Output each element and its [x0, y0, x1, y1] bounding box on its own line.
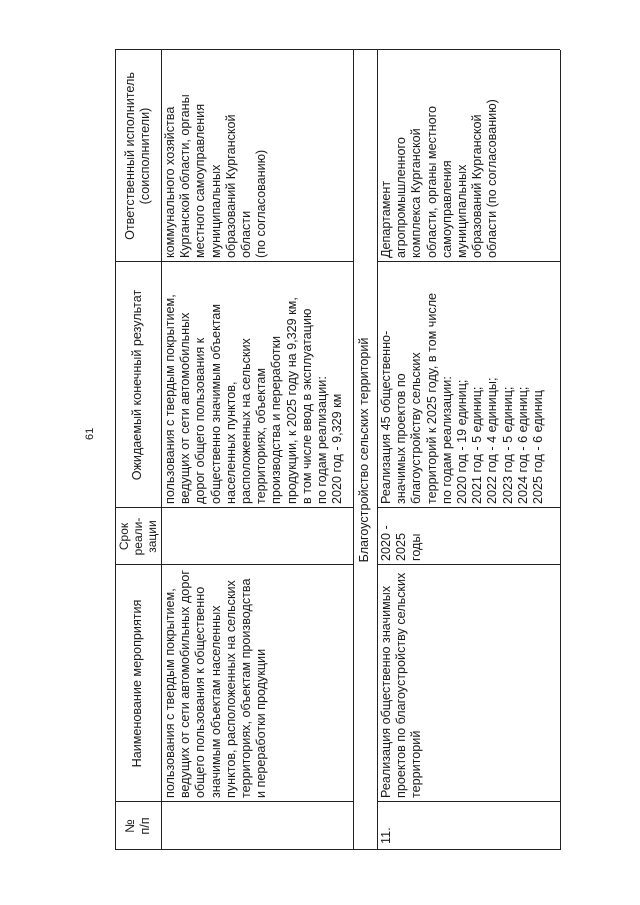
page-number: 61 [84, 427, 96, 440]
continuation-name: пользования с твердым покрытием, ведущих от сети автомобильных дорог общего пользования к общественно значимым объектам населенных пунктов, расположенных на сельских территориях, объектам производства и переработки продукции [163, 570, 269, 798]
row-11-result: Реализация 45 общественно- значимых проектов по благоустройству сельских территорий к 2025 году, в том числе по годам реализации: 2020 год - 19 единиц; 2021 год - 5 единиц; 2022 год - 4 единицы; 2023 год - 5 единиц; 2024 год - 6 единиц; 2025 год - 6 единиц [379, 292, 546, 504]
header-num: № п/п [122, 817, 152, 835]
program-table [115, 50, 615, 850]
row-11-term: 2020 - 2025 годы [379, 525, 424, 561]
row-11-executor: Департамент агропромышленного комплекса Курганской области, органы местного самоуправления муниципальных образований Курганской области (по согласованию) [379, 99, 500, 258]
header-executor: Ответственный исполнитель (соисполнители) [122, 72, 152, 240]
row-11-num: 11. [379, 827, 393, 844]
continuation-result: пользования с твердым покрытием, ведущих от сети автомобильных дорог общего пользования к общественно значимым объектам населенных пунктов, расположенных на сельских территориях, объектам производства и переработки продукции, к 2025 году на 9,329 км, в том числе ввод в эксплуатацию по годам реализации: 2020 год - 9,329 км [163, 294, 345, 504]
header-term: Срок реали- зации [117, 517, 159, 556]
table-border-bottom [560, 50, 561, 850]
continuation-term [161, 508, 353, 565]
continuation-executor: коммунального хозяйства Курганской области, органы местного самоуправления муниципальных образований Курганской области (по согласованию) [163, 94, 269, 258]
row-11-name: Реализация общественно значимых проектов по благоустройству сельских территорий [379, 572, 424, 798]
header-result: Ожидаемый конечный результат [130, 289, 145, 481]
header-name: Наименование мероприятия [130, 599, 145, 768]
section-title: Благоустройство сельских территорий [357, 337, 372, 563]
continuation-num [161, 802, 353, 850]
